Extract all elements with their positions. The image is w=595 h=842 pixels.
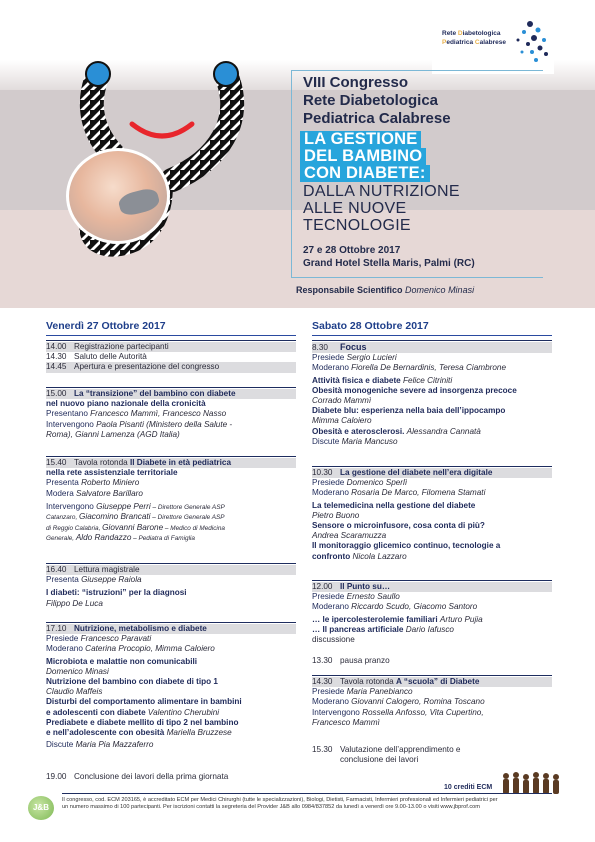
friday-block-transizione [46, 387, 296, 440]
speakers-cont: Catanzaro, Giacomino Brancati – Direttore Generale ASP [46, 512, 225, 522]
jb-provider-logo: J&B [28, 796, 54, 820]
logo-line-2: Pediatrica Calabrese [442, 39, 506, 46]
chair: Presiede Maria Panebianco [312, 687, 413, 697]
saturday-block-pranzo [312, 656, 552, 666]
speakers-cont: Generale, Aldo Randazzo – Pediatra di Famiglia [46, 533, 195, 543]
agenda-row-cont: conclusione dei lavori [340, 755, 419, 765]
talk-title: Diabete blu: esperienza nella baia dell’ippocampo [312, 406, 506, 416]
block-rule [46, 622, 296, 623]
lecture-speaker: Filippo De Luca [46, 598, 103, 608]
talk-title: La telemedicina nella gestione del diabete [312, 500, 476, 510]
agenda-row: 14.00 Registrazione partecipanti [46, 342, 296, 352]
session-title: 17.10 Nutrizione, metabolismo e diabete [46, 624, 296, 634]
talk-title-cont: e nell’adolescente con obesità Mariella Bruzzese [46, 728, 232, 738]
presenters: Presentano Francesco Mammì, Francesco Nasso [46, 409, 227, 419]
speakers-cont: Francesco Mammì [312, 717, 380, 727]
saturday-block-digitale [312, 466, 552, 562]
friday-block-nutrizione [46, 622, 296, 750]
block-rule [46, 340, 296, 341]
moderators: Moderano Rosaria De Marco, Filomena Stamati [312, 488, 486, 498]
header-banner [0, 0, 595, 308]
block-rule [46, 563, 296, 564]
saturday-block-scuola [312, 675, 552, 728]
session-title-cont: nella rete assistenziale territoriale [46, 468, 178, 478]
speakers: Intervengono Rossella Anfosso, Vita Cupertino, [312, 707, 484, 717]
talk-speaker: Mimma Caloiero [312, 416, 372, 426]
session-title: 12.00 Il Punto su… [312, 582, 552, 592]
talk: Obesità e aterosclerosi. Alessandra Cannatà [312, 426, 481, 436]
people-silhouettes-image [500, 770, 562, 794]
moderator: Modera Salvatore Barillaro [46, 488, 143, 498]
speakers-cont: Roma), Gianni Lamenza (AGD Italia) [46, 429, 180, 439]
block-rule [46, 456, 296, 457]
speakers: Intervengono Giuseppe Perri – Direttore Generale ASP [46, 501, 225, 511]
friday-block-lettura [46, 563, 296, 609]
talk-title: Disturbi del comportamento alimentare in bambini [46, 697, 242, 707]
presenter: Presenta Roberto Miniero [46, 478, 140, 488]
agenda-row: 13.30 pausa pranzo [312, 656, 390, 665]
title-highlight-2: DEL BAMBINO [300, 148, 426, 165]
title-line-2: Rete Diabetologica [303, 92, 439, 109]
agenda-row: 14.45 Apertura e presentazione del congresso [46, 362, 296, 372]
responsabile-name: Domenico Minasi [405, 285, 475, 295]
discussion: discussione [312, 635, 355, 645]
saturday-block-closing [312, 745, 552, 765]
title-sub-1: DALLA NUTRIZIONE [303, 183, 460, 200]
title-line-3: Pediatrica Calabrese [303, 110, 451, 127]
agenda-row: 19.00 Conclusione dei lavori della prima giornata [46, 772, 229, 781]
title-sub-2: ALLE NUOVE [303, 200, 407, 217]
moderators: Moderano Caterina Procopio, Mimma Caloiero [46, 644, 215, 654]
session-title: 15.00 La “transizione” del bambino con diabete [46, 389, 296, 399]
talk-title: Obesità monogeniche severe ad insorgenza precoce [312, 385, 517, 395]
talk-title: Prediabete e diabete mellito di tipo 2 nel bambino [46, 717, 239, 727]
moderators: Moderano Riccardo Scudo, Giacomo Santoro [312, 602, 478, 612]
friday-block-tavola [46, 456, 296, 543]
talk-title: Microbiota e malattie non comunicabili [46, 656, 198, 666]
chair: Presiede Domenico Sperlì [312, 478, 408, 488]
friday-title-rule [46, 335, 296, 336]
footer-rule [62, 793, 552, 794]
block-rule [46, 387, 296, 388]
talk-speaker: Corrado Mammì [312, 396, 372, 406]
saturday-title: Sabato 28 Ottobre 2017 [312, 320, 429, 332]
chair: Presiede Sergio Lucieri [312, 353, 397, 363]
talk-title: Nutrizione del bambino con diabete di tipo 1 [46, 677, 218, 687]
talk-speaker: Domenico Minasi [46, 666, 109, 676]
saturday-block-focus [312, 340, 552, 447]
logo-line-1: Rete Diabetologica [442, 30, 501, 37]
talk-speaker: Pietro Buono [312, 510, 360, 520]
block-rule [312, 340, 552, 341]
talk-speaker: Claudio Maffeis [46, 687, 103, 697]
block-rule [312, 466, 552, 467]
talk: … Il pancreas artificiale Dario Iafusco [312, 624, 454, 634]
session-title: 14.30 Tavola rotonda A “scuola” di Diabete [312, 677, 552, 687]
saturday-title-rule [312, 335, 552, 336]
moderators: Moderano Giovanni Calogero, Romina Toscano [312, 697, 485, 707]
friday-block-closing [46, 772, 296, 782]
session-title: 10.30 La gestione del diabete nell’era digitale [312, 468, 552, 478]
chair: Presiede Francesco Paravati [46, 634, 152, 644]
title-line-1: VIII Congresso [303, 74, 409, 91]
title-highlight-1: LA GESTIONE [300, 131, 421, 148]
lecture-title: I diabeti: “istruzioni” per la diagnosi [46, 588, 187, 598]
friday-block-opening [46, 340, 296, 373]
talk-speaker: Andrea Scaramuzza [312, 531, 387, 541]
title-highlight-3: CON DIABETE: [300, 165, 430, 182]
speakers: Intervengono Paola Pisanti (Ministero della Salute - [46, 419, 233, 429]
title-sub-3: TECNOLOGIE [303, 217, 411, 234]
agenda-row: 15.30 Valutazione dell’apprendimento e [312, 745, 461, 754]
baby-photo [66, 148, 170, 244]
event-venue: Grand Hotel Stella Maris, Palmi (RC) [303, 258, 475, 269]
presenter: Presenta Giuseppe Raiola [46, 575, 142, 585]
talk-title: Il monitoraggio glicemico continuo, tecnologie a [312, 541, 501, 551]
footer-note [62, 797, 552, 811]
speakers-cont: di Reggio Calabria, Giovanni Barone – Medico di Medicina [46, 522, 225, 532]
block-rule [312, 580, 552, 581]
friday-title: Venerdì 27 Ottobre 2017 [46, 320, 166, 332]
saturday-block-punto [312, 580, 552, 645]
event-date: 27 e 28 Ottobre 2017 [303, 245, 401, 256]
talk: … le ipercolesterolemie familiari Arturo Pujia [312, 614, 483, 624]
discussant: Discute Maria Pia Mazzaferro [46, 740, 154, 750]
footer-line-1: Il congresso, cod. ECM 203165, è accreditato ECM per Medici Chirurghi (tutte le specializzazioni), Biologi, Dietisti, Farmacisti, Infermieri professionali ed Infermieri pediatrici per [62, 797, 498, 803]
logo-dots-graphic [510, 16, 552, 66]
talk-title-cont: e adolescenti con diabete Valentino Cherubini [46, 707, 220, 717]
chair: Presiede Ernesto Saullo [312, 592, 400, 602]
talk-title: Sensore o microinfusore, cosa conta di più? [312, 521, 485, 531]
block-rule [312, 675, 552, 676]
session-title: 16.40 Lettura magistrale [46, 565, 296, 575]
agenda-row: 14.30 Saluto delle Autorità [46, 352, 147, 362]
talk: Attività fisica e diabete Felice Citriniti [312, 375, 453, 385]
responsabile-scientifico [296, 285, 474, 295]
moderators: Moderano Fiorella De Bernardinis, Teresa Ciambrone [312, 363, 507, 373]
session-title-cont: nel nuovo piano nazionale della cronicità [46, 399, 206, 409]
footer-line-2: un numero massimo di 100 partecipanti. Per iscrizioni contatti la segreteria del Provider J&B allo 0984/837852 da lunedì a venerdì ore 9.00-13.00 o visiti www.jbprof.com [62, 804, 480, 811]
rete-logo [432, 10, 554, 74]
ecm-credits: 10 crediti ECM [444, 784, 493, 791]
session-title: 15.40 Tavola rotonda Il Diabete in età pediatrica [46, 458, 296, 468]
talk-title-cont: confronto Nicola Lazzaro [312, 551, 407, 561]
discussant: Discute Maria Mancuso [312, 436, 398, 446]
session-title: 8.30 Focus [312, 342, 552, 353]
responsabile-label: Responsabile Scientifico [296, 285, 403, 295]
